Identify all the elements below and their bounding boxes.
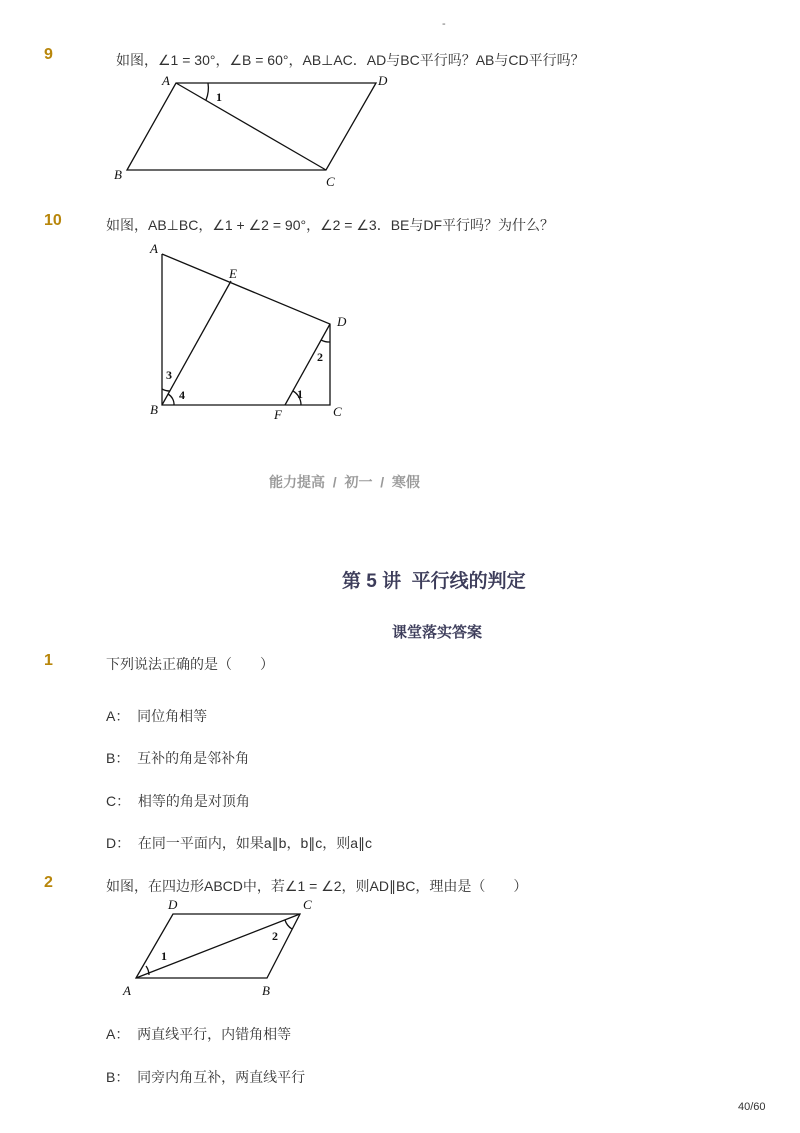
segment-fd	[285, 324, 330, 405]
point-a-label: A	[123, 983, 131, 998]
option-a[interactable]: A： 两直线平行，内错角相等	[106, 1026, 292, 1042]
option-d[interactable]: D： 在同一平面内，如果a∥b，b∥c，则a∥c	[106, 835, 373, 851]
point-f-label: F	[274, 407, 282, 422]
question-text: 下列说法正确的是（ ）	[106, 656, 274, 672]
point-c-label: C	[326, 174, 335, 189]
question-number: 9	[44, 46, 53, 63]
diagonal-ac	[176, 83, 326, 170]
angle-1-arc	[206, 83, 208, 100]
diagonal-ac	[136, 914, 300, 978]
quadrilateral-abcd	[162, 254, 330, 405]
point-d-label: D	[337, 314, 347, 329]
option-c[interactable]: C： 相等的角是对顶角	[106, 793, 250, 809]
angle-3-label: 3	[166, 368, 172, 382]
point-c-label: C	[303, 897, 312, 912]
point-b-label: B	[262, 983, 270, 998]
question-number: 1	[44, 652, 53, 669]
figure-quadrilateral-q2	[115, 896, 330, 1006]
angle-1-label: 1	[297, 387, 303, 401]
question-text: 如图，∠1 = 30°，∠B = 60°，AB⊥AC．AD与BC平行吗？AB与CD平行吗？	[116, 52, 585, 68]
figure-parallelogram-q9	[100, 70, 410, 195]
point-c-label: C	[333, 404, 342, 419]
question-number: 2	[44, 874, 53, 891]
angle-2-label: 2	[317, 350, 323, 364]
point-b-label: B	[150, 402, 158, 417]
angle-1-label: 1	[216, 90, 222, 104]
segment-be	[162, 281, 231, 405]
question-text: 如图，在四边形ABCD中，若∠1 = ∠2，则AD∥BC，理由是（ ）	[106, 878, 528, 894]
angle-2-label: 2	[272, 929, 278, 943]
point-a-label: A	[150, 241, 158, 256]
option-b[interactable]: B： 同旁内角互补，两直线平行	[106, 1069, 306, 1085]
angle-1-label: 1	[161, 949, 167, 963]
course-tag: 能力提高 / 初一 / 寒假	[269, 474, 420, 490]
option-b[interactable]: B： 互补的角是邻补角	[106, 750, 250, 766]
point-e-label: E	[229, 266, 237, 281]
section-title: 课堂落实答案	[392, 624, 483, 641]
chapter-title: 第 5 讲 平行线的判定	[342, 571, 526, 592]
angle-4-label: 4	[179, 388, 185, 402]
option-a[interactable]: A： 同位角相等	[106, 708, 208, 724]
point-d-label: D	[378, 73, 388, 88]
page-number: 40/60	[738, 1101, 766, 1113]
top-mark: -	[442, 18, 446, 30]
angle-3-arc	[162, 389, 170, 391]
question-text: 如图，AB⊥BC，∠1 + ∠2 = 90°，∠2 = ∠3．BE与DF平行吗？为什么？	[106, 217, 555, 233]
question-number: 10	[44, 212, 62, 229]
angle-2-arc	[321, 340, 330, 342]
point-b-label: B	[114, 167, 122, 182]
point-a-label: A	[162, 73, 170, 88]
figure-quadrilateral-q10	[140, 238, 360, 428]
point-d-label: D	[168, 897, 178, 912]
angle-4-arc	[168, 394, 174, 405]
angle-2-arc	[285, 920, 292, 929]
